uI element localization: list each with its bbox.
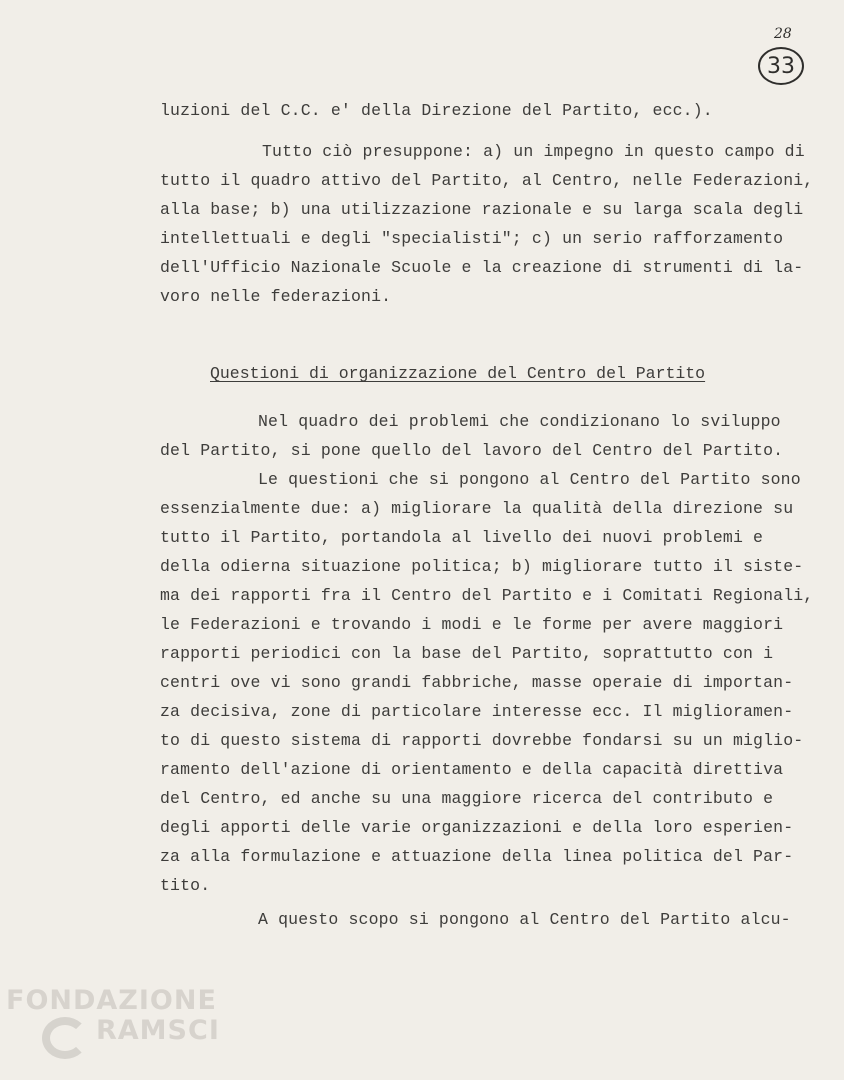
text-line: Nel quadro dei problemi che condizionano lo sviluppo — [258, 412, 781, 431]
text-line: essenzialmente due: a) migliorare la qualità della direzione su — [160, 499, 794, 518]
text-line: Tutto ciò presuppone: a) un impegno in questo campo di — [262, 142, 805, 161]
text-line: rapporti periodici con la base del Partito, soprattutto con i — [160, 644, 774, 663]
text-line: Le questioni che si pongono al Centro del Partito sono — [258, 470, 801, 489]
text-line: za decisiva, zone di particolare interesse ecc. Il miglioramen- — [160, 702, 794, 721]
text-line: dell'Ufficio Nazionale Scuole e la creazione di strumenti di la- — [160, 258, 804, 277]
text-line: ma dei rapporti fra il Centro del Partito e i Comitati Regionali, — [160, 586, 814, 605]
logo-line-1: FONDAZIONE — [6, 985, 217, 1016]
text-line: za alla formulazione e attuazione della linea politica del Par- — [160, 847, 794, 866]
text-line: tutto il Partito, portandola al livello dei nuovi problemi e — [160, 528, 764, 547]
text-line: degli apporti delle varie organizzazioni e della loro esperien- — [160, 818, 794, 837]
text-line: del Partito, si pone quello del lavoro del Centro del Partito. — [160, 441, 784, 460]
text-line: tito. — [160, 876, 211, 895]
fondazione-gramsci-logo — [6, 985, 220, 1080]
text-line: luzioni del C.C. e' della Direzione del Partito, ecc.). — [160, 101, 713, 120]
text-line: ramento dell'azione di orientamento e della capacità direttiva — [160, 760, 784, 779]
text-line: del Centro, ed anche su una maggiore ricerca del contributo e — [160, 789, 774, 808]
text-line: A questo scopo si pongono al Centro del Partito alcu- — [258, 910, 791, 929]
text-line: le Federazioni e trovando i modi e le forme per avere maggiori — [160, 615, 784, 634]
text-line: to di questo sistema di rapporti dovrebbe fondarsi su un miglio- — [160, 731, 804, 750]
text-line: intellettuali e degli "specialisti"; c) un serio rafforzamento — [160, 229, 784, 248]
g-logo-icon — [42, 1017, 88, 1059]
text-line: della odierna situazione politica; b) migliorare tutto il siste- — [160, 557, 804, 576]
text-line: centri ove vi sono grandi fabbriche, masse operaie di importan- — [160, 673, 794, 692]
handwritten-page-number: 28 — [774, 26, 792, 42]
logo-line-2: RAMSCI — [96, 1015, 220, 1046]
text-line: tutto il quadro attivo del Partito, al Centro, nelle Federazioni, — [160, 171, 814, 190]
section-heading: Questioni di organizzazione del Centro del Partito — [210, 364, 706, 383]
text-line: voro nelle federazioni. — [160, 287, 392, 306]
circled-folio-number: 33 — [758, 47, 804, 85]
text-line: alla base; b) una utilizzazione razionale e su larga scala degli — [160, 200, 804, 219]
